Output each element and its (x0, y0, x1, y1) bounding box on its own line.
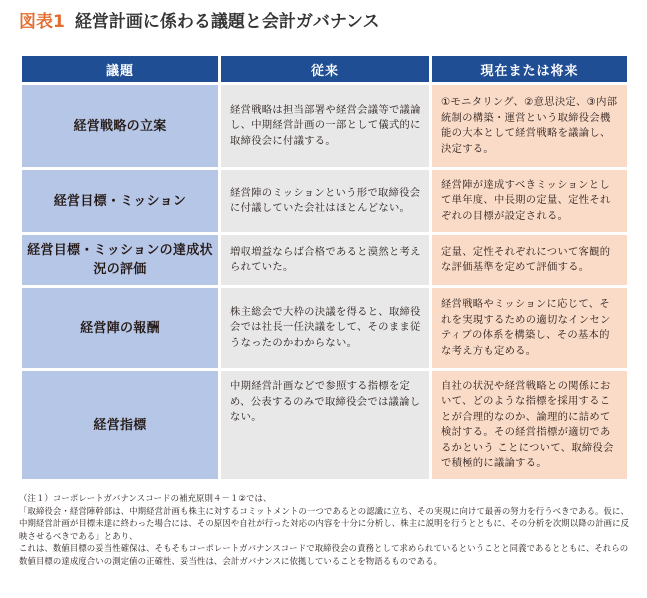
figure-title-text: 経営計画に係わる議題と会計ガバナンス (74, 12, 380, 32)
footnote-conclusion: これは、数値目標の妥当性確保は、そもそもコーポレートガバナンスコードで取締役会の責務として求められているということと同義であるとともに、それらの数値目標の達成度合いの測定値の正確性、妥当性は、会計ガバナンスに依拠していることを物語るものである。 (19, 543, 629, 566)
row-topic: 経営目標・ミッション (22, 170, 218, 232)
table-row (22, 85, 627, 167)
row-future: ①モニタリング、②意思決定、③内部統制の構築・運営という取締役会機能の大本として経営戦略を議論し、決定する。 (432, 85, 627, 167)
row-future: 経営陣が達成すべきミッションとして単年度、中長期の定量、定性それぞれの目標が設定される。 (432, 170, 627, 232)
footnote-quote: 「取締役会・経営陣幹部は、中期経営計画も株主に対するコミットメントの一つであるとの認識に立ち、その実現に向けて最善の努力を行うべきである。仮に、中期経営計画が目標未達に終わった場合には、その原因や自社が行った対応の内容を十分に分析し、株主に説明を行うとともに、その分析を次期以降の計画に反映させるべきである」とあり、 (19, 505, 630, 541)
row-future: 定量、定性それぞれについて客観的な評価基準を定めて評価する。 (432, 235, 627, 285)
table-row (22, 288, 627, 368)
row-future: 自社の状況や経営戦略との関係において、どのような指標を採用することが合理的なのか、論理的に詰めて検討する。その経営指標が適切であるかという ことについて、取締役会で積極的に議論する。 (432, 371, 627, 479)
figure-title (19, 10, 379, 34)
footnote-line: （注１）コーポレートガバナンスコードの補充原則４－１②では、 (19, 493, 272, 503)
row-past: 増収増益ならば合格であると漠然と考えられていた。 (221, 235, 429, 285)
table-row (22, 235, 627, 285)
header-topic: 議題 (22, 56, 218, 82)
row-topic: 経営目標・ミッションの達成状況の評価 (22, 235, 218, 285)
footnote (19, 492, 631, 567)
row-future: 経営戦略やミッションに応じて、それを実現するための適切なインセンティブの体系を構築し、その基本的な考え方も定める。 (432, 288, 627, 368)
row-topic: 経営指標 (22, 371, 218, 479)
table-row (22, 170, 627, 232)
governance-table (19, 53, 630, 482)
row-past: 中期経営計画などで参照する指標を定め、公表するのみで取締役会では議論しない。 (221, 371, 429, 479)
header-future: 現在または将来 (432, 56, 627, 82)
row-topic: 経営戦略の立案 (22, 85, 218, 167)
row-past: 経営陣のミッションという形で取締役会に付議していた会社はほとんどない。 (221, 170, 429, 232)
table-row (22, 371, 627, 479)
table-header-row (22, 56, 627, 82)
row-topic: 経営陣の報酬 (22, 288, 218, 368)
header-past: 従来 (221, 56, 429, 82)
row-past: 経営戦略は担当部署や経営会議等で議論し、中期経営計画の一部として儀式的に取締役会に付議する。 (221, 85, 429, 167)
row-past: 株主総会で大枠の決議を得ると、取締役会では社長一任決議をして、そのまま従うなったのかわからない。 (221, 288, 429, 368)
figure-label: 図表1 (19, 12, 65, 32)
